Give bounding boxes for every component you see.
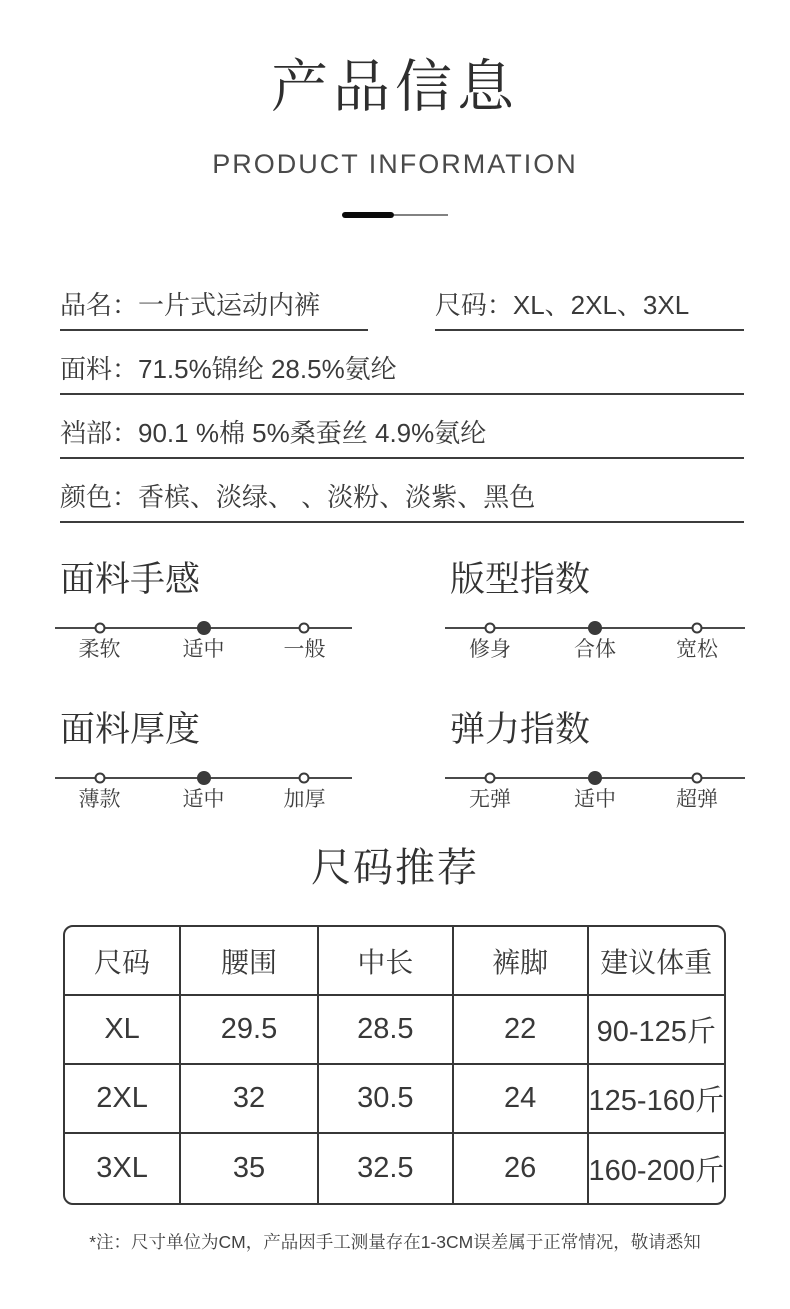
indicator-title: 版型指数 xyxy=(450,560,591,599)
option-dot xyxy=(94,623,105,634)
table-cell: 32 xyxy=(181,1065,319,1134)
attr-row-name-size xyxy=(60,267,744,331)
option-dot xyxy=(299,773,310,784)
indicator-track xyxy=(55,627,352,629)
indicator-title: 面料手感 xyxy=(60,560,201,599)
option-label: 适中 xyxy=(574,788,616,811)
option-dot xyxy=(692,623,703,634)
divider-line xyxy=(394,214,448,216)
indicator-track xyxy=(445,627,745,629)
option-label: 适中 xyxy=(182,638,225,661)
attr-fabric xyxy=(60,331,744,395)
attr-label: 颜色： xyxy=(60,482,139,512)
indicator-thickness xyxy=(55,709,352,813)
table-cell: 3XL xyxy=(65,1134,181,1203)
attr-row-color xyxy=(60,459,744,523)
measurement-note: *注：尺寸单位为CM，产品因手工测量存在1-3CM误差属于正常情况，敬请悉知 xyxy=(89,1232,701,1252)
table-cell: XL xyxy=(65,996,181,1065)
attr-label: 面料： xyxy=(60,354,139,384)
option-label: 合体 xyxy=(574,638,616,661)
table-header-cell: 建议体重 xyxy=(589,927,724,996)
option-label: 超弹 xyxy=(676,788,718,811)
attr-value: 90.1 %棉 5%桑蚕丝 4.9%氨纶 xyxy=(138,418,487,448)
table-cell: 90-125斤 xyxy=(589,996,724,1065)
option-dot xyxy=(485,773,496,784)
attr-value: 71.5%锦纶 28.5%氨纶 xyxy=(138,354,397,384)
option-label: 加厚 xyxy=(283,788,326,811)
option-label: 柔软 xyxy=(78,638,121,661)
option-label: 薄款 xyxy=(78,788,121,811)
option-dot xyxy=(94,773,105,784)
indicator-elasticity xyxy=(445,709,745,813)
table-cell: 35 xyxy=(181,1134,319,1203)
attr-label: 尺码： xyxy=(434,290,513,320)
table-cell: 30.5 xyxy=(319,1065,454,1134)
option-label: 适中 xyxy=(182,788,225,811)
option-label: 无弹 xyxy=(469,788,511,811)
table-cell: 26 xyxy=(454,1134,589,1203)
table-cell: 22 xyxy=(454,996,589,1065)
indicator-fit xyxy=(445,559,745,663)
indicator-title: 弹力指数 xyxy=(450,710,591,749)
indicator-options xyxy=(445,787,745,813)
divider-bar xyxy=(342,212,394,218)
selected-option-dot xyxy=(588,771,602,785)
attr-label: 裆部： xyxy=(60,418,139,448)
attr-row-crotch xyxy=(60,395,744,459)
page-subtitle: PRODUCT INFORMATION xyxy=(212,149,578,179)
indicator-options xyxy=(445,637,745,663)
option-label: 宽松 xyxy=(676,638,718,661)
attr-value: 香槟、淡绿、 、淡粉、淡紫、黑色 xyxy=(138,482,536,512)
attr-size xyxy=(435,267,744,331)
option-dot xyxy=(299,623,310,634)
table-cell: 24 xyxy=(454,1065,589,1134)
selected-option-dot xyxy=(197,621,211,635)
attr-product-name xyxy=(60,267,368,331)
size-section-title: 尺码推荐 xyxy=(311,846,479,890)
attr-value: 一片式运动内裤 xyxy=(138,290,321,320)
indicator-track xyxy=(445,777,745,779)
size-table xyxy=(63,925,726,1205)
attr-crotch xyxy=(60,395,744,459)
table-cell: 28.5 xyxy=(319,996,454,1065)
indicator-options xyxy=(55,637,352,663)
table-cell: 160-200斤 xyxy=(588,1155,724,1187)
title-divider xyxy=(0,212,790,218)
page-title: 产品信息 xyxy=(271,55,519,119)
table-header-cell: 腰围 xyxy=(181,927,319,996)
option-label: 修身 xyxy=(469,638,511,661)
option-label: 一般 xyxy=(283,638,326,661)
table-header-cell: 中长 xyxy=(319,927,454,996)
option-dot xyxy=(692,773,703,784)
indicator-section xyxy=(55,559,790,813)
indicator-title: 面料厚度 xyxy=(60,710,201,749)
product-attributes xyxy=(60,267,744,523)
selected-option-dot xyxy=(197,771,211,785)
table-cell: 125-160斤 xyxy=(589,1065,724,1134)
table-header-cell: 尺码 xyxy=(65,927,181,996)
attr-color xyxy=(60,459,744,523)
page-header xyxy=(0,0,790,218)
option-dot xyxy=(485,623,496,634)
selected-option-dot xyxy=(588,621,602,635)
table-cell: 2XL xyxy=(65,1065,181,1134)
attr-row-fabric xyxy=(60,331,744,395)
indicator-fabric-feel xyxy=(55,559,352,663)
table-cell: 32.5 xyxy=(319,1134,454,1203)
attr-label: 品名： xyxy=(60,290,139,320)
indicator-options xyxy=(55,787,352,813)
indicator-track xyxy=(55,777,352,779)
table-cell: 29.5 xyxy=(181,996,319,1065)
table-header-cell: 裤脚 xyxy=(454,927,589,996)
attr-value: XL、2XL、3XL xyxy=(512,290,690,320)
